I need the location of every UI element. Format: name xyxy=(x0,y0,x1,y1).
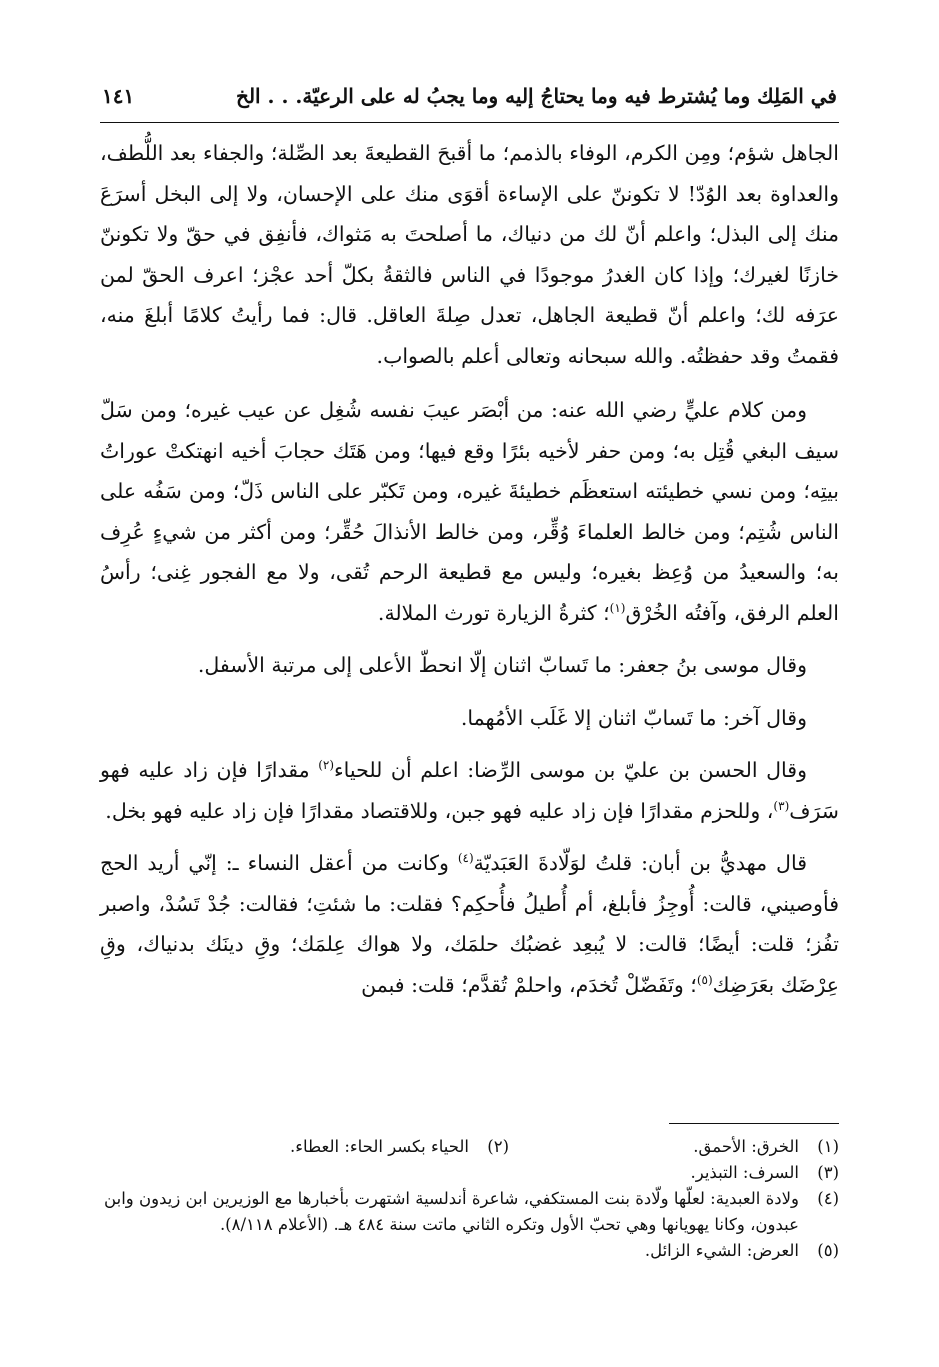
paragraph: الجاهل شؤم؛ ومِن الكرم، الوفاء بالذمم؛ ما أقبحَ القطيعةَ بعد الصِّلة؛ والجفاء بعد اللُّطف، والعداوة بعد الوُدّ! لا تكوننّ على الإساءة أقوَى منك على الإحسان، ولا إلى البخل أسرَعَ منك إلى البذل؛ واعلم أنّ لك من دنياك، ما أصلحتَ به مَثواك، فأنفِق في حقّ ولا تكوننّ خازنًا لغيرك؛ وإذا كان الغدرُ موجودًا في الناس فالثقةُ بكلّ أحد عجْز؛ اعرف الحقّ لمن عرَفه لك؛ واعلم أنّ قطيعة الجاهل، تعدل صِلةَ العاقل. قال: فما رأيتُ كلامًا أبلغَ منه، فقمتُ وقد حفظتُه. والله سبحانه وتعالى أعلم بالصواب. xyxy=(100,141,839,368)
footnote-item: (٣) السرف: التبذير. xyxy=(690,1163,839,1182)
main-text xyxy=(100,133,839,1005)
footnote-item: (٢) الحياء بكسر الحاء: العطاء. xyxy=(289,1137,509,1156)
paragraph: وقال موسى بنُ جعفر: ما تَسابّ اثنان إلّا انحطّ الأعلى إلى مرتبة الأسفل. xyxy=(197,653,807,677)
chapter-title: في المَلِك وما يُشترط فيه وما يحتاجُ إليه وما يجبُ له على الرعيّة. . . الخ xyxy=(236,84,837,108)
paragraph: وقال آخر: ما تَسابّ اثنان إلا غَلَب الأمُهما. xyxy=(460,705,807,730)
footnote-mark[interactable]: (١) xyxy=(609,600,626,615)
paragraph: قال مهديُّ بن أبان: قلتُ لوَلّادةَ العَبَديّة$^{(٤)}$ وكانت من أعقل النساء ـ: إنّي أريد الحج فأوصيني، قالت: أُوجِزُ فأبلغ، أم أُطيلُ فأُحكِم؟ فقلت: ما شئتِ؛ فقالت: جُدْ تَسُدْ، واصبر تفُز؛ قلت: أيضًا؛ قالت: لا يُبعِد غضبُك حلمَك، ولا هواك عِلمَك؛ وقِ دينَك بدنياك، وقِ عِرْضَك بعَرَضِك$^{(٥)}$؛ وتَفَضّلْ تُخدَم، واحلمْ تُقدَّم؛ قلت: فبمن xyxy=(100,851,839,997)
paragraph: ومن كلام عليٍّ رضي الله عنه: من أبْصَر عيبَ نفسه شُغِل عن عيب غيره؛ ومن سَلّ سيف البغي قُتِل به؛ ومن حفر لأخيه بئرًا وقع فيها؛ ومن هَتَك حجابَ أخيه انهتكتْ عوراتُ بيتِه؛ ومن نسي خطيئته استعظَم خطيئةَ غيره، ومن تَكبّر على الناس ذَلّ؛ ومن سَفُه على الناس شُتِم؛ ومن خالط العلماءَ وُقِّر، ومن خالط الأنذالَ حُقِّر؛ ومن أكثر من شيءٍ عُرِف به؛ والسعيدُ من وُعِظ بغيره؛ وليس مع قطيعة الرحم تُقى، ولا مع الفجور غِنى؛ رأسُ العلم الرفق، وآفتُه الخُرْق$^{(١)}$؛ كثرةُ الزيارة تورث الملالة. xyxy=(100,398,839,625)
page-number: ١٤١ xyxy=(102,84,135,108)
footnotes xyxy=(100,1134,839,1264)
footnote-item: (٤) ولادة العبدية: لعلّها ولّادة بنت المستكفي، شاعرة أندلسية اشتهرت بأخبارها مع الوزيرين ابن زيدون وابن عبدون، وكانا يهويانها وهي تحبّ الأول وتكره الثاني ماتت سنة ٤٨٤ هـ. (الأعلام ٨/١١٨). xyxy=(104,1189,839,1234)
footnote-item: (١) الخرق: الأحمق. xyxy=(693,1137,839,1156)
running-header xyxy=(100,84,839,123)
paragraph: وقال الحسن بن عليّ بن موسى الرِّضا: اعلم أن للحياء$^{(٢)}$ مقدارًا فإن زاد عليه فهو سَرَف$^{(٣)}$، وللحزم مقدارًا فإن زاد عليه فهو جبن، وللاقتصاد مقدارًا فإن زاد عليه فهو بخل. xyxy=(100,758,839,823)
footnote-mark[interactable]: (٥) xyxy=(696,972,713,987)
footnote-mark[interactable]: (٣) xyxy=(773,798,790,813)
footnote-divider xyxy=(669,1123,839,1124)
footnote-row xyxy=(100,1134,839,1160)
footnote-mark[interactable]: (٤) xyxy=(457,851,474,865)
footnote-mark[interactable]: (٢) xyxy=(318,758,335,772)
footnote-item: (٥) العرض: الشيء الزائل. xyxy=(644,1241,839,1260)
